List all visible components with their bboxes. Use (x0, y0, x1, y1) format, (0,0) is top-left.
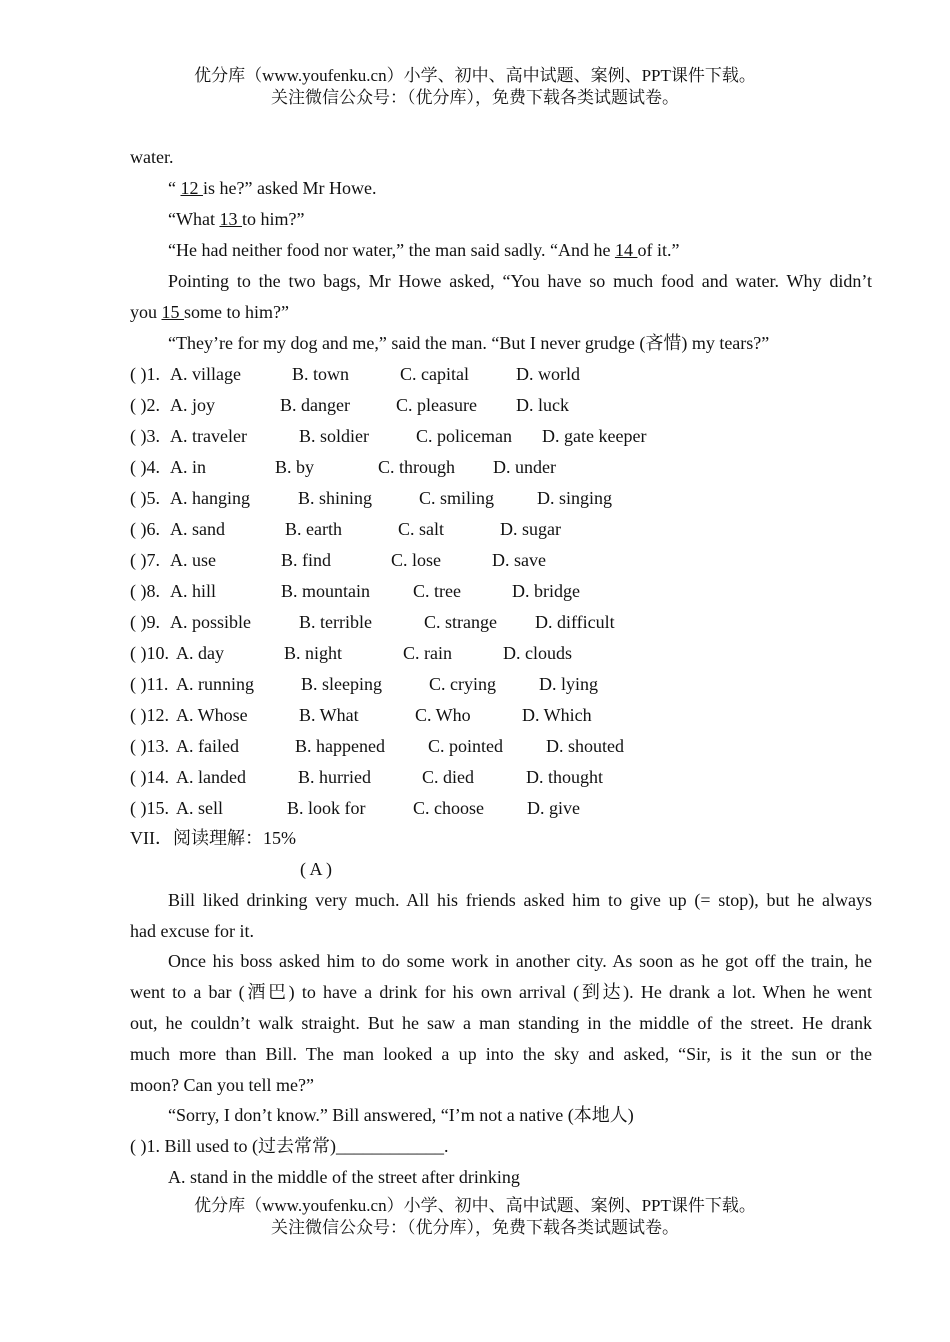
question-row: ( )8. A. hill B. mountain C. tree D. bridge (130, 581, 580, 601)
question-row: ( )12. A. Whose B. What C. Who D. Which (130, 705, 592, 725)
question-row: ( )1. A. village B. town C. capital D. world (130, 364, 580, 384)
question-row: ( )6. A. sand B. earth C. salt D. sugar (130, 519, 561, 539)
passage-line: water. (130, 147, 174, 167)
blank-15: 15 (161, 302, 184, 322)
question-row: ( )3. A. traveler B. soldier C. policeman D. gate keeper (130, 426, 647, 446)
passage-line: you 15 some to him?” (130, 302, 289, 322)
question-row: ( )11. A. running B. sleeping C. crying D. lying (130, 674, 599, 694)
blank-12: 12 (180, 178, 203, 198)
reading-line: much more than Bill. The man looked a up into the sky and asked, “Sir, is it the sun or the (130, 1044, 872, 1064)
blank-13: 13 (219, 209, 242, 229)
footer-line-2: 关注微信公众号：（优分库），免费下载各类试题试卷。 (271, 1218, 679, 1237)
reading-line: Once his boss asked him to do some work in another city. As soon as he got off the train, he (168, 951, 872, 971)
section-title: VII．阅读理解：15% (130, 828, 296, 848)
question-row: ( )15. A. sell B. look for C. choose D. give (130, 798, 580, 818)
blank-14: 14 (614, 240, 638, 260)
footer-line-1: 优分库（www.youfenku.cn）小学、初中、高中试题、案例、PPT课件下载。 (194, 1196, 756, 1215)
reading-line: Bill liked drinking very much. All his friends asked him to give up (= stop), but he always (168, 890, 872, 910)
question-row: ( )7. A. use B. find C. lose D. save (130, 550, 546, 570)
page-header (0, 65, 950, 109)
passage-line: “They’re for my dog and me,” said the man. “But I never grudge (吝惜) my tears?” (168, 333, 770, 353)
question-row: ( )14. A. landed B. hurried C. died D. thought (130, 767, 604, 787)
question-row: ( )5. A. hanging B. shining C. smiling D. singing (130, 488, 613, 508)
header-line-2: 关注微信公众号：（优分库），免费下载各类试题试卷。 (271, 88, 679, 107)
passage-line: “ 12 is he?” asked Mr Howe. (168, 178, 377, 198)
passage-line: “He had neither food nor water,” the man said sadly. “And he 14 of it.” (168, 240, 680, 260)
reading-line: went to a bar (酒巴) to have a drink for his own arrival (到达). He drank a lot. When he went (130, 982, 872, 1002)
question-row: ( )13. A. failed B. happened C. pointed D. shouted (130, 736, 624, 756)
reading-line: moon? Can you tell me?” (130, 1075, 314, 1095)
question-row: ( )4. A. in B. by C. through D. under (130, 457, 556, 477)
header-line-1: 优分库（www.youfenku.cn）小学、初中、高中试题、案例、PPT课件下载。 (194, 66, 756, 85)
question-row: ( )2. A. joy B. danger C. pleasure D. luck (130, 395, 569, 415)
reading-question: ( )1. Bill used to (过去常常)____________. (130, 1136, 449, 1156)
question-row: ( )9. A. possible B. terrible C. strange D. difficult (130, 612, 615, 632)
page-footer (0, 1195, 950, 1239)
passage-line: “What 13 to him?” (168, 209, 305, 229)
reading-line: “Sorry, I don’t know.” Bill answered, “I’m not a native (本地人) (168, 1105, 634, 1125)
reading-line: had excuse for it. (130, 921, 254, 941)
section-subtitle: ( A ) (300, 859, 333, 879)
reading-option: A. stand in the middle of the street after drinking (168, 1167, 520, 1187)
question-row: ( )10. A. day B. night C. rain D. clouds (130, 643, 572, 663)
reading-line: out, he couldn’t walk straight. But he saw a man standing in the middle of the street. He drank (130, 1013, 872, 1033)
passage-line: Pointing to the two bags, Mr Howe asked, “You have so much food and water. Why didn’t (168, 271, 872, 291)
